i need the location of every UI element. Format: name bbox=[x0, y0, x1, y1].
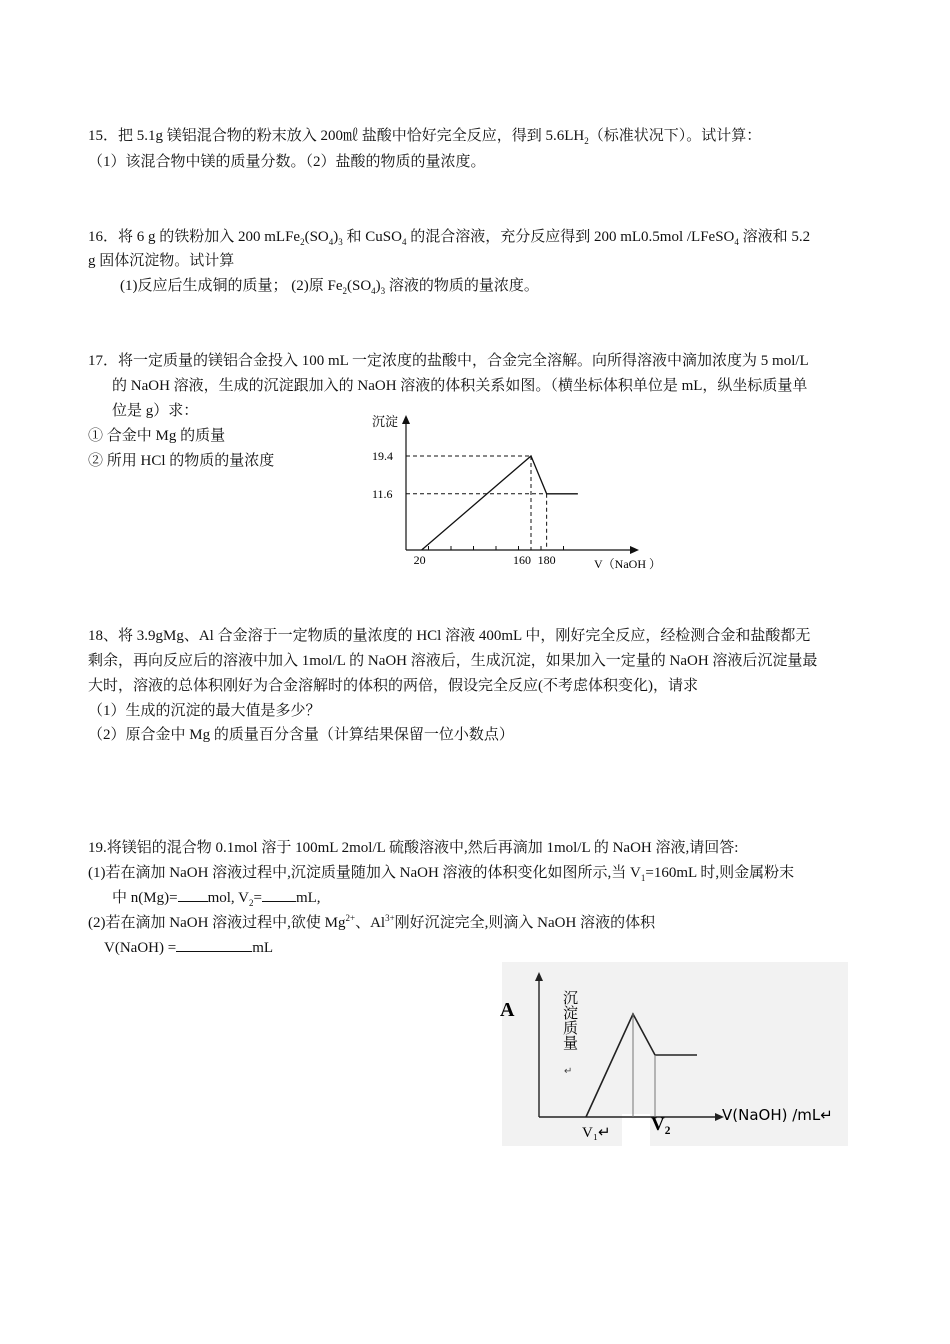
background-notch bbox=[622, 1114, 650, 1148]
y-tick-label: 19.4 bbox=[372, 449, 393, 463]
x-tick-label: 160 bbox=[513, 553, 531, 567]
q16-line-3: (1)反应后生成铜的质量； (2)原 $Fe_2(SO_4)_3$ 溶液的物质的量浓度。 bbox=[120, 278, 539, 296]
q18-line-4: （1）生成的沉淀的最大值是多少？ bbox=[88, 703, 321, 719]
y-tick-label: 11.6 bbox=[372, 486, 393, 501]
q18-line-1: 18、将 3.9gMg、Al 合金溶于一定物质的量浓度的 HCl 溶液 400mL 中，刚好完全反应，经检测合金和盐酸都无 bbox=[88, 628, 811, 644]
x-axis-label: V(NaOH) /mL↵ bbox=[722, 1106, 833, 1124]
answer-blank-vnaoh[interactable] bbox=[176, 937, 252, 952]
tick-labels bbox=[372, 449, 556, 567]
x-tick-label: 20 bbox=[413, 553, 426, 567]
answer-blank-v2[interactable] bbox=[262, 887, 296, 902]
q17-chart bbox=[360, 402, 680, 582]
q18-line-5: （2）原合金中 Mg 的质量百分含量（计算结果保留一位小数点） bbox=[88, 727, 514, 743]
q17-item-2: ② 所用 HCl 的物质的量浓度 bbox=[88, 453, 275, 469]
q17-line-2: 的 NaOH 溶液，生成的沉淀跟加入的 NaOH 溶液的体积关系如图。（横坐标体积单位是 mL，纵坐标质量单 bbox=[112, 378, 808, 394]
answer-blank-nmg[interactable] bbox=[178, 887, 208, 902]
x-tick-label: 180 bbox=[537, 553, 556, 567]
y-axis-label: 沉淀 bbox=[372, 414, 399, 429]
q19-line-2: (1)若在滴加 NaOH 溶液过程中,沉淀质量随加入 NaOH 溶液的体积变化如图所示,当 $V_1=160mL$ 时,则金属粉末 bbox=[88, 865, 795, 883]
q16-line-1: 16．将 6 g 的铁粉加入 200 $mLFe_2(SO_4)_3$ 和 CuSO$_4$ 的混合溶液，充分反应得到 200 mL0.5mol /LFeSO$_4$ 溶液和 5.2 bbox=[88, 229, 811, 247]
y-axis-label: 沉淀质量 bbox=[561, 990, 579, 1050]
q19-line-1: 19.将镁铝的混合物 0.1mol 溶于 100mL 2mol/L 硫酸溶液中,然后再滴加 1mol/L 的 NaOH 溶液,请回答: bbox=[88, 840, 739, 856]
y-label-mark: ↵ bbox=[564, 1066, 573, 1077]
q19-chart bbox=[500, 962, 850, 1148]
x-axis-label: V（NaOH ） bbox=[594, 557, 661, 571]
q16-line-2: g 固体沉淀物。试计算 bbox=[88, 253, 235, 269]
q15-line-2: （1）该混合物中镁的质量分数。（2）盐酸的物质的量浓度。 bbox=[88, 154, 486, 170]
q18-line-3: 大时，溶液的总体积刚好为合金溶解时的体积的两倍，假设完全反应(不考虑体积变化)，请求 bbox=[88, 678, 698, 694]
x-tick-v1: V₁↵ bbox=[582, 1125, 611, 1141]
figure-label-a: A bbox=[500, 999, 515, 1021]
q17-line-1: 17．将一定质量的镁铝合金投入 100 mL 一定浓度的盐酸中，合金完全溶解。向所得溶液中滴加浓度为 5 mol/L bbox=[88, 353, 809, 369]
x-tick-v2: V₂ bbox=[651, 1114, 671, 1135]
q17-line-3: 位是 g）求： bbox=[112, 403, 199, 419]
q18-line-2: 剩余，再向反应后的溶液中加入 1mol/L 的 NaOH 溶液后，生成沉淀，如果加入一定量的 NaOH 溶液后沉淀量最 bbox=[88, 653, 818, 669]
series-line bbox=[422, 456, 578, 550]
q19-line-4: (2)若在滴加 NaOH 溶液过程中,欲使 $Mg^{2+}$、$Al^{3+}$刚好沉淀完全,则滴入 NaOH 溶液的体积 bbox=[88, 913, 656, 931]
q15-line-1: 15．把 5.1g 镁铝混合物的粉末放入 200㎖ 盐酸中恰好完全反应，得到 $5.6LH_2$（标准状况下）。试计算： bbox=[88, 128, 762, 146]
q19-line-5: V(NaOH) = mL bbox=[104, 935, 273, 961]
data-line bbox=[422, 456, 578, 550]
q17-item-1: ① 合金中 Mg 的质量 bbox=[88, 428, 226, 444]
chart-axes bbox=[402, 415, 639, 554]
q19-line-3: 中 n(Mg)= mol, $V_2=$ mL, bbox=[112, 885, 321, 911]
